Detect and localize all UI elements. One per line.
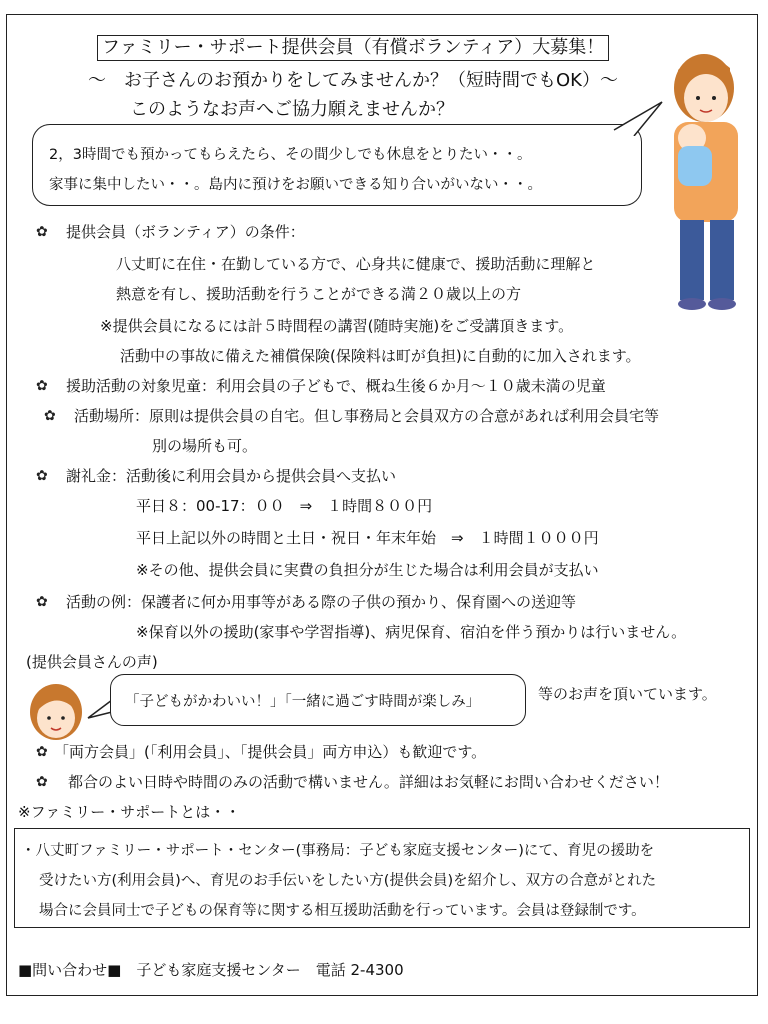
about-line-3: 場合に会員同士で子どもの保育等に関する相互援助活動を行っています。会員は登録制です。	[39, 903, 646, 919]
bubble-line-1: 2，3時間でも預かってもらえたら、その間少しでも休息をとりたい・・。	[49, 147, 532, 163]
about-line-2: 受けたい方(利用会員)へ、育児のお手伝いをしたい方(提供会員)を紹介し、双方の合意がとれた	[39, 873, 657, 889]
conditions-note-2: 活動中の事故に備えた補償保険(保険料は町が負担)に自動的に加入されます。	[120, 347, 641, 365]
fee-line-1: 平日８：00-17：００ ⇒ １時間８００円	[136, 497, 433, 515]
both-members-note: 「両方会員」(「利用会員」、「提供会員」両方申込）も歓迎です。	[54, 743, 487, 761]
voices-after: 等のお声を頂いています。	[538, 685, 717, 703]
flower-icon: ✿	[36, 594, 48, 610]
flower-icon: ✿	[36, 224, 48, 240]
availability-note: 都合のよい日時や時間のみの活動で構いません。詳細はお気軽にお問い合わせください！	[68, 773, 669, 791]
flyer-subtitle: ～ お子さんのお預かりをしてみませんか？（短時間でもOK）～	[88, 70, 618, 91]
parent-voices-bubble	[32, 124, 642, 206]
conditions-heading: 提供会員（ボランティア）の条件：	[66, 223, 305, 241]
flyer-subtitle-2: このようなお声へご協力願えませんか？	[130, 99, 454, 120]
conditions-line-1: 八丈町に在住・在勤している方で、心身共に健康で、援助活動に理解と	[116, 255, 596, 273]
mother-holding-baby-illustration	[654, 28, 764, 328]
bubble-line-2: 家事に集中したい・・。島内に預けをお願いできる知り合いがいない・・。	[49, 177, 542, 193]
fee-line-2: 平日上記以外の時間と土日・祝日・年末年始 ⇒ １時間１０００円	[136, 529, 599, 547]
about-heading: ※ファミリー・サポートとは・・	[18, 803, 241, 821]
flower-icon: ✿	[36, 744, 48, 760]
voices-heading: (提供会員さんの声)	[26, 653, 158, 671]
flower-icon: ✿	[36, 774, 48, 790]
flower-icon: ✿	[44, 408, 56, 424]
example-line-1: 活動の例：保護者に何か用事等がある際の子供の預かり、保育園への送迎等	[66, 593, 577, 611]
volunteer-voice-bubble	[110, 674, 526, 726]
flower-icon: ✿	[36, 378, 48, 394]
woman-face-illustration	[26, 682, 86, 744]
conditions-line-2: 熱意を有し、援助活動を行うことができる満２０歳以上の方	[116, 285, 522, 303]
target-children: 援助活動の対象児童：利用会員の子どもで、概ね生後６か月～１０歳未満の児童	[66, 377, 606, 395]
about-box	[14, 828, 750, 928]
flower-icon: ✿	[36, 468, 48, 484]
place-line-1: 活動場所：原則は提供会員の自宅。但し事務局と会員双方の合意があれば利用会員宅等	[74, 407, 660, 425]
example-line-2: ※保育以外の援助(家事や学習指導)、病児保育、宿泊を伴う預かりは行いません。	[136, 623, 687, 641]
contact-info: ■問い合わせ■ 子ども家庭支援センター 電話 2-4300	[18, 961, 404, 979]
conditions-note-1: ※提供会員になるには計５時間程の講習(随時実施)をご受講頂きます。	[100, 317, 574, 335]
fee-note: ※その他、提供会員に実費の負担分が生じた場合は利用会員が支払い	[136, 561, 599, 579]
place-line-2: 別の場所も可。	[152, 437, 258, 455]
fee-heading: 謝礼金：活動後に利用会員から提供会員へ支払い	[66, 467, 397, 485]
flyer-title: ファミリー・サポート提供会員（有償ボランティア）大募集！	[97, 35, 609, 61]
volunteer-quote: 「子どもがかわいい！」「一緒に過ごす時間が楽しみ」	[125, 694, 481, 710]
about-line-1: ・八丈町ファミリー・サポート・センター(事務局：子ども家庭支援センター)にて、育児の援助を	[21, 843, 655, 859]
